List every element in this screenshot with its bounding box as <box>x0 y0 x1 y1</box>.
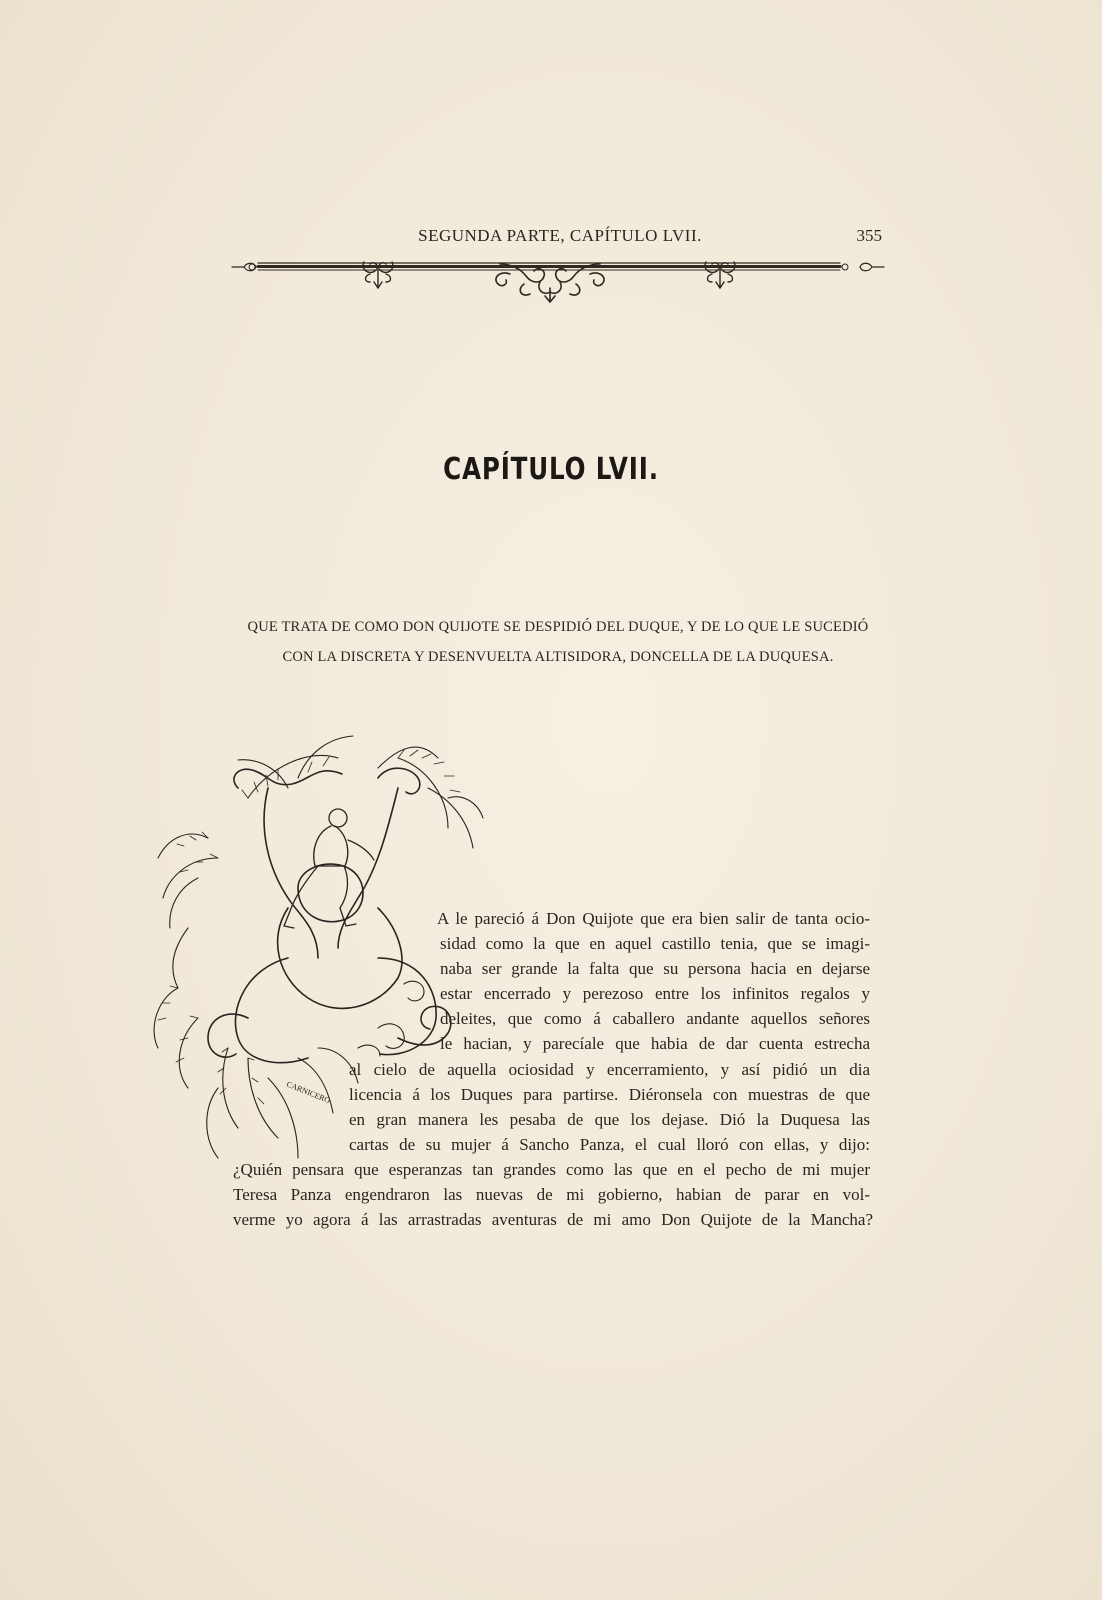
body-line: A le pareció á Don Quijote que era bien salir de tanta ocio- <box>437 909 870 928</box>
illustration-signature: CARNICERO <box>285 1079 332 1106</box>
body-line: ¿Quién pensara que esperanzas tan grandes como las que en el pecho de mi mujer <box>233 1160 870 1179</box>
body-line: estar encerrado y perezoso entre los infinitos regalos y <box>440 984 870 1003</box>
running-head <box>236 226 884 256</box>
body-line: sidad como la que en aquel castillo tenia, que se imagi- <box>440 934 870 953</box>
page-number: 355 <box>856 226 882 245</box>
ornamental-rule <box>230 258 886 310</box>
body-line: deleites, que como á caballero andante aquellos señores <box>440 1009 870 1028</box>
body-line: Teresa Panza engendraron las nuevas de mi gobierno, habian de parar en vol- <box>233 1185 870 1204</box>
running-title: SEGUNDA PARTE, CAPÍTULO LVII. <box>418 226 702 245</box>
summary-line: CON LA DISCRETA Y DESENVUELTA ALTISIDORA, DONCELLA DE LA DUQUESA. <box>282 649 834 665</box>
body-line: cartas de su mujer á Sancho Panza, el cual lloró con ellas, y dijo: <box>349 1135 870 1154</box>
body-line: en gran manera les pesaba de que los dejase. Dió la Duquesa las <box>349 1110 870 1129</box>
chapter-title: CAPÍTULO LVII. <box>443 452 659 487</box>
body-line: le hacian, y parecíale que habia de dar cuenta estrecha <box>440 1034 870 1053</box>
body-line: naba ser grande la falta que su persona hacia en dejarse <box>440 959 870 978</box>
body-line: licencia á los Duques para partirse. Diéronsela con muestras de que <box>349 1085 870 1104</box>
body-line: al cielo de aquella ociosidad y encerramiento, y así pidió un dia <box>349 1060 870 1079</box>
chapter-summary <box>230 612 886 672</box>
body-line: verme yo agora á las arrastradas aventuras de mi amo Don Quijote de la Mancha? <box>233 1210 873 1229</box>
summary-line: QUE TRATA DE COMO DON QUIJOTE SE DESPIDIÓ DEL DUQUE, Y DE LO QUE LE SUCEDIÓ <box>247 619 869 635</box>
